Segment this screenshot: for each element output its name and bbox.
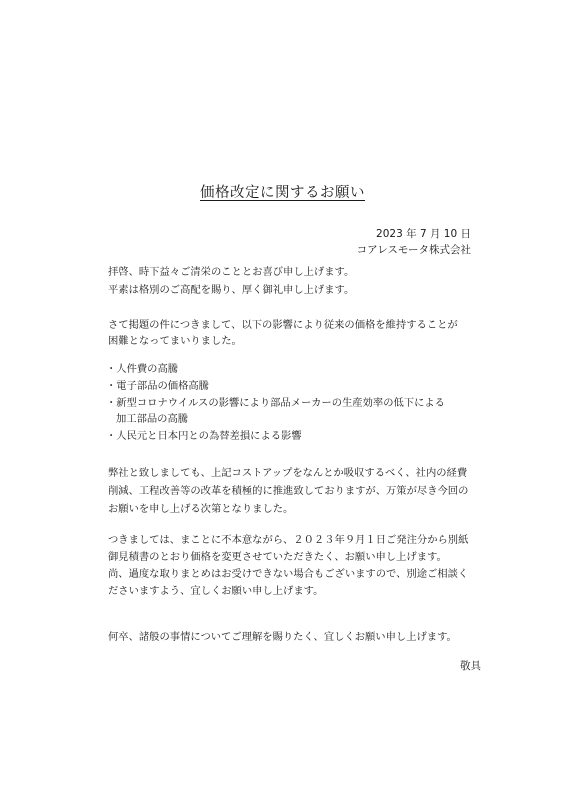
intro-line: さて掲題の件につきまして、以下の影響により従来の価格を維持することが xyxy=(108,319,458,331)
bullet-item: ・人件費の高騰 xyxy=(106,363,179,375)
bullet-item: ・新型コロナウイルスの影響により部品メーカーの生産効率の低下による xyxy=(106,397,445,409)
body-line: 尚、過度な取りまとめはお受けできない場合もございますので、別途ご相談く xyxy=(108,568,469,580)
body-line: 削減、工程改善等の改革を積極的に推進致しておりますが、万策が尽き今回の xyxy=(108,485,469,497)
body-line: お願いを申し上げる次第となりました。 xyxy=(108,503,294,515)
closing-word: 敬具 xyxy=(460,660,481,672)
body-line: 弊社と致しましても、上記コストアップをなんとか吸収するべく、社内の経費 xyxy=(108,467,468,479)
title-text: 価格改定に関するお願い xyxy=(200,185,365,201)
greeting-line: 平素は格別のご高配を賜り、厚く御礼申し上げます。 xyxy=(108,284,355,296)
document-title xyxy=(0,181,565,202)
body-line: ださいますよう、宜しくお願い申し上げます。 xyxy=(108,585,324,597)
company-name: コアレスモータ株式会社 xyxy=(356,244,471,256)
intro-line: 困難となってまいりました。 xyxy=(108,335,242,347)
greeting-line: 拝啓、時下益々ご清栄のこととお喜び申し上げます。 xyxy=(108,266,355,278)
bullet-item: ・人民元と日本円との為替差損による影響 xyxy=(106,430,302,442)
bullet-item-continuation: 加工部品の高騰 xyxy=(116,413,189,425)
bullet-item: ・電子部品の価格高騰 xyxy=(106,380,209,392)
body-line: 御見積書のとおり価格を変更させていただきたく、お願い申し上げます。 xyxy=(108,551,447,563)
body-line: つきましては、まことに不本意ながら、２０２３年９月１日ご発注分から別紙 xyxy=(108,534,469,546)
closing-line: 何卒、諸般の事情についてご理解を賜りたく、宜しくお願い申し上げます。 xyxy=(108,631,457,643)
document-date: 2023 年 7 月 10 日 xyxy=(376,228,471,240)
